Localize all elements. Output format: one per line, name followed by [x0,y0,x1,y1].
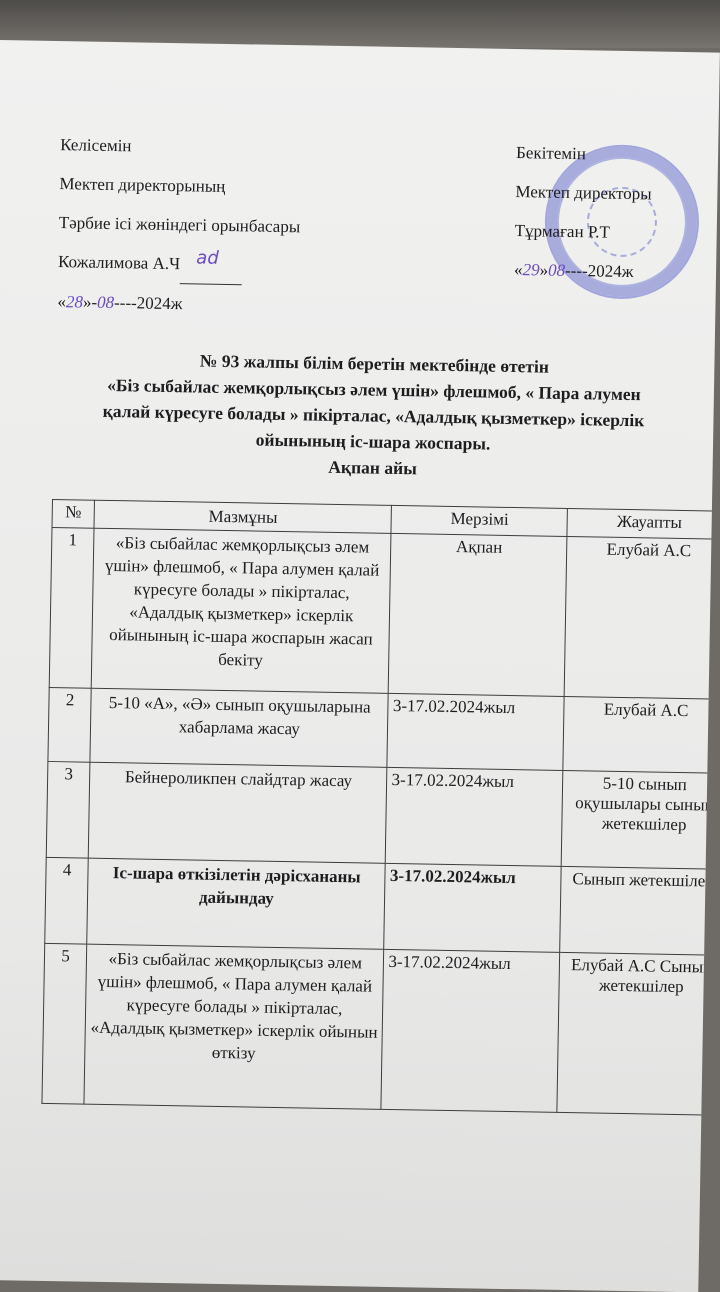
director-label: Мектеп директорының [59,174,226,196]
date-separator: » [539,260,549,280]
header-content: Мазмұны [94,500,392,533]
row-date: 3-17.02.2024жыл [387,693,564,770]
table-row [49,527,720,699]
table-row [46,761,720,869]
agreed-label: Келісемін [60,135,132,156]
row-date: 3-17.02.2024жыл [386,767,564,866]
director-name: Тұрмаған Р.Т [514,221,611,242]
approve-label: Бекітемін [515,143,587,164]
document-page [0,40,720,1292]
title-line-2: «Біз сыбайлас жемқорлықсыз әлем үшін» флешмоб, « Пара алумен [107,374,641,405]
row-number: 1 [49,527,94,688]
row-number: 4 [45,857,89,944]
handwritten-day: 28 [65,292,84,312]
title-month: Ақпан айы [328,456,418,479]
row-responsible: 5-10 сынып оқушылары сынып жетекшілер [562,770,720,869]
date-quote-open: « [57,292,67,312]
row-number: 3 [46,761,90,858]
document-title [22,344,719,486]
row-date: 3-17.02.2024жыл [381,949,560,1112]
row-content: «Біз сыбайлас жемқорлықсыз әлем үшін» флешмоб, « Пара алумен қалай күресуге болады » пікірталас, «Адалдық қызметкер» іскерлік ойынын өткізу [84,944,384,1109]
handwritten-month: 08 [547,260,566,280]
row-responsible: Сынып жетекшілер [560,866,720,955]
row-content: Бейнероликпен слайдтар жасау [88,762,387,863]
row-content: 5-10 «А», «Ә» сынып оқушыларына хабарлама жасау [90,688,389,767]
plan-table [41,499,719,1116]
handwritten-signature: ad [196,247,219,269]
table-row [45,857,720,955]
date-year: ----2024ж [564,260,634,282]
approve-date [514,250,651,291]
table-row [42,943,720,1115]
approval-left-block [57,125,302,325]
deputy-name-line [58,242,300,286]
date-quote-open: « [513,260,523,280]
deputy-label: Тәрбие ісі жөніндегі орынбасары [58,213,301,237]
row-date: 3-17.02.2024жыл [384,863,561,952]
row-number: 2 [48,687,91,762]
row-content: «Біз сыбайлас жемқорлықсыз әлем үшін» флешмоб, « Пара алумен қалай күресуге болады » пікірталас, «Адалдық қызметкер» іскерлік ойынының іс-шара жоспарын жасап бекіту [91,528,391,693]
date-year: ----2024ж [113,293,183,314]
header-number: № [52,499,95,528]
row-responsible: Елубай А.С [565,536,720,699]
agreed-date [57,282,299,325]
background-surface [0,0,720,48]
approval-right-block [514,133,653,291]
header-date: Мерзімі [391,505,567,536]
table-row [48,687,720,773]
row-responsible: Елубай А.С [563,696,720,773]
title-line-3: қалай күресуге болады » пікірталас, «Адалдық қызметкер» іскерлік [102,400,645,431]
row-number: 5 [42,943,87,1104]
row-content: Іс-шара өткізілетін дәрісхананы дайындау [87,858,386,949]
director-title: Мектеп директоры [515,182,652,204]
deputy-name: Кожалимова А.Ч [57,252,181,274]
title-line-1: № 93 жалпы білім беретін мектебінде өтетін [199,350,550,377]
row-responsible: Елубай А.С Сынып жетекшілер [557,952,720,1115]
title-line-4: ойынының іс-шара жоспары. [255,429,491,454]
row-date: Ақпан [389,533,568,696]
handwritten-day: 29 [522,260,540,280]
date-separator: »- [82,292,98,312]
header-responsible: Жауапты [567,508,720,539]
handwritten-month: 08 [96,292,115,313]
signature-line [180,244,243,285]
